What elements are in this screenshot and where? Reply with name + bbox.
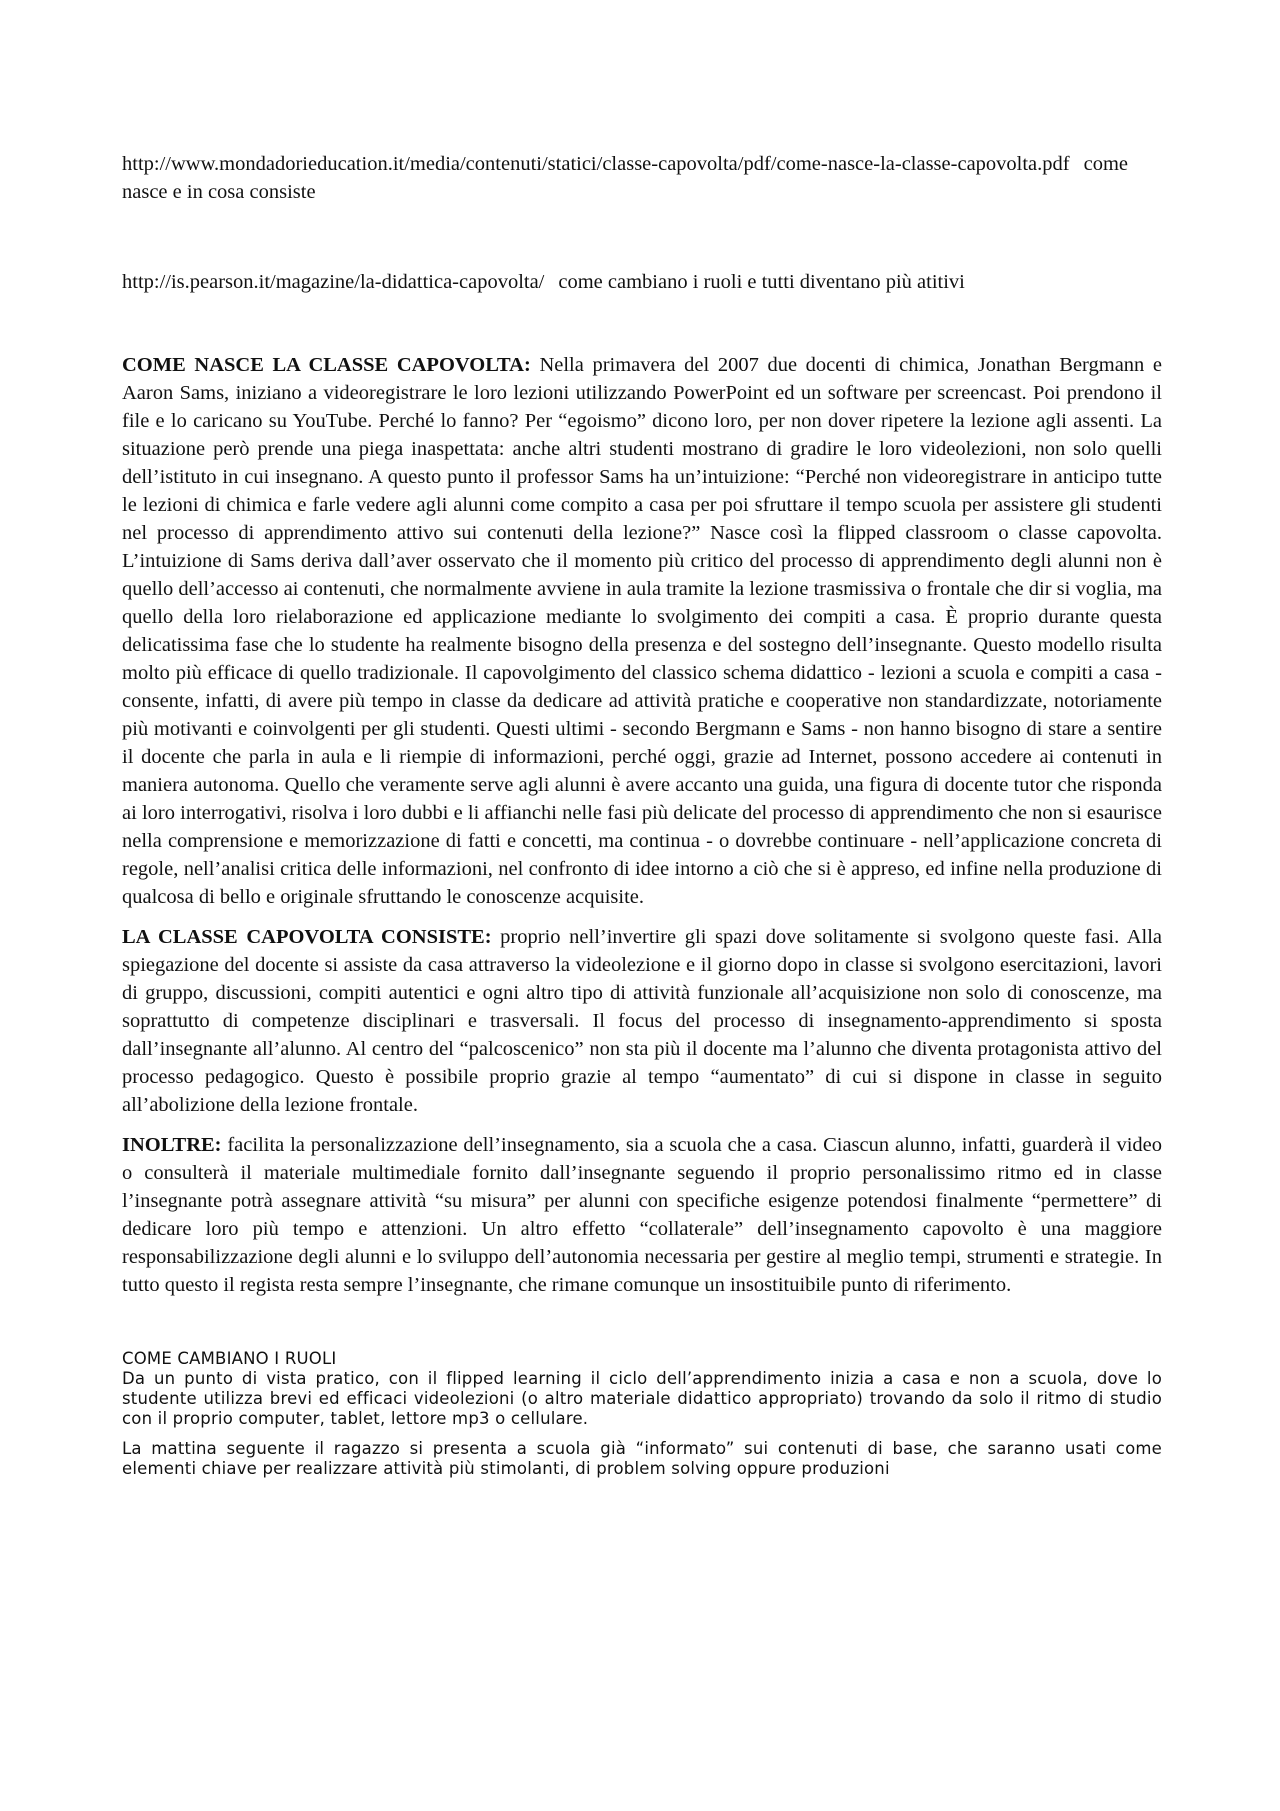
roles-paragraph-2: La mattina seguente il ragazzo si presenta a scuola già “informato” sui contenuti di base, che saranno usati come elementi chiave per realizzare attività più stimolanti, di problem solving oppure produzioni bbox=[122, 1439, 1162, 1478]
source-link-2 bbox=[122, 268, 1162, 296]
source-link-1-description: come nasce e in cosa consiste bbox=[122, 153, 1129, 203]
source-link-2-url[interactable]: http://is.pearson.it/magazine/la-didattica-capovolta/ bbox=[122, 271, 545, 293]
section-inoltre-text: facilita la personalizzazione dell’insegnamento, sia a scuola che a casa. Ciascun alunno, infatti, guarderà il video o consulterà il materiale multimediale fornito dall’insegnante seguendo il proprio personalissimo ritmo ed in classe l’insegnante potrà assegnare attività “su misura” per alunni con specifiche esigenze potendosi finalmente “permettere” di dedicare loro più tempo e attenzioni. Un altro effetto “collaterale” dell’insegnamento capovolto è una maggiore responsabilizzazione degli alunni e lo sviluppo dell’autonomia necessaria per gestire al meglio tempi, strumenti e strategie. In tutto questo il regista resta sempre l’insegnante, che rimane comunque un insostituibile punto di riferimento. bbox=[122, 1134, 1163, 1296]
section-consiste bbox=[122, 923, 1162, 1119]
roles-paragraph-1: Da un punto di vista pratico, con il flipped learning il ciclo dell’apprendimento inizia a casa e non a scuola, dove lo studente utilizza brevi ed efficaci videolezioni (o altro materiale didattico appropriato) trovando da solo il ritmo di studio con il proprio computer, tablet, lettore mp3 o cellulare. bbox=[122, 1369, 1162, 1428]
section-come-nasce-heading: COME NASCE LA CLASSE CAPOVOLTA: bbox=[122, 354, 531, 376]
source-link-1-url[interactable]: http://www.mondadorieducation.it/media/contenuti/statici/classe-capovolta/pdf/come-nasce-la-classe-capovolta.pdf bbox=[122, 153, 1070, 175]
roles-heading: COME CAMBIANO I RUOLI bbox=[122, 1349, 337, 1368]
section-consiste-heading: LA CLASSE CAPOVOLTA CONSISTE: bbox=[122, 926, 492, 948]
section-come-nasce bbox=[122, 351, 1162, 911]
source-link-1 bbox=[122, 150, 1162, 206]
section-inoltre-heading: INOLTRE: bbox=[122, 1134, 222, 1156]
section-consiste-text: proprio nell’invertire gli spazi dove solitamente si svolgono queste fasi. Alla spiegazione del docente si assiste da casa attraverso la videolezione e il giorno dopo in classe si svolgono esercitazioni, lavori di gruppo, discussioni, compiti autentici e ogni altro tipo di attività funzionale all’acquisizione non solo di conoscenze, ma soprattutto di competenze disciplinari e trasversali. Il focus del processo di insegnamento-apprendimento si sposta dall’insegnante all’alunno. Al centro del “palcoscenico” non sta più il docente ma l’alunno che diventa protagonista attivo del processo pedagogico. Questo è possibile proprio grazie al tempo “aumentato” di cui si dispone in classe in seguito all’abolizione della lezione frontale. bbox=[122, 926, 1163, 1116]
section-inoltre bbox=[122, 1131, 1162, 1299]
section-come-nasce-text: Nella primavera del 2007 due docenti di chimica, Jonathan Bergmann e Aaron Sams, iniziano a videoregistrare le loro lezioni utilizzando PowerPoint ed un software per screencast. Poi prendono il file e lo caricano su YouTube. Perché lo fanno? Per “egoismo” dicono loro, per non dover ripetere la lezione agli assenti. La situazione però prende una piega inaspettata: anche altri studenti mostrano di gradire le loro videolezioni, non solo quelli dell’istituto in cui insegnano. A questo punto il professor Sams ha un’intuizione: “Perché non videoregistrare in anticipo tutte le lezioni di chimica e farle vedere agli alunni come compito a casa per poi sfruttare il tempo scuola per assistere gli studenti nel processo di apprendimento attivo sui contenuti della lezione?” Nasce così la flipped classroom o classe capovolta. L’intuizione di Sams deriva dall’aver osservato che il momento più critico del processo di apprendimento degli alunni non è quello dell’accesso ai contenuti, che normalmente avviene in aula tramite la lezione trasmissiva o frontale che dir si voglia, ma quello della loro rielaborazione ed applicazione mediante lo svolgimento dei compiti a casa. È proprio durante questa delicatissima fase che lo studente ha realmente bisogno della presenza e del sostegno dell’insegnante. Questo modello risulta molto più efficace di quello tradizionale. Il capovolgimento del classico schema didattico - lezioni a scuola e compiti a casa - consente, infatti, di avere più tempo in classe da dedicare ad attività pratiche e cooperative non standardizzate, notoriamente più motivanti e coinvolgenti per gli studenti. Questi ultimi - secondo Bergmann e Sams - non hanno bisogno di stare a sentire il docente che parla in aula e li riempie di informazioni, perché oggi, grazie ad Internet, possono accedere ai contenuti in maniera autonoma. Quello che veramente serve agli alunni è avere accanto una guida, una figura di docente tutor che risponda ai loro interrogativi, risolva i loro dubbi e li affianchi nelle fasi più delicate del processo di apprendimento che non si esaurisce nella comprensione e memorizzazione di fatti e concetti, ma continua - o dovrebbe continuare - nell’applicazione concreta di regole, nell’analisi critica delle informazioni, nel confronto di idee intorno a ciò che si è appreso, ed infine nella produzione di qualcosa di bello e originale sfruttando le conoscenze acquisite. bbox=[122, 354, 1163, 908]
source-link-2-description: come cambiano i ruoli e tutti diventano più atitivi bbox=[558, 271, 965, 293]
